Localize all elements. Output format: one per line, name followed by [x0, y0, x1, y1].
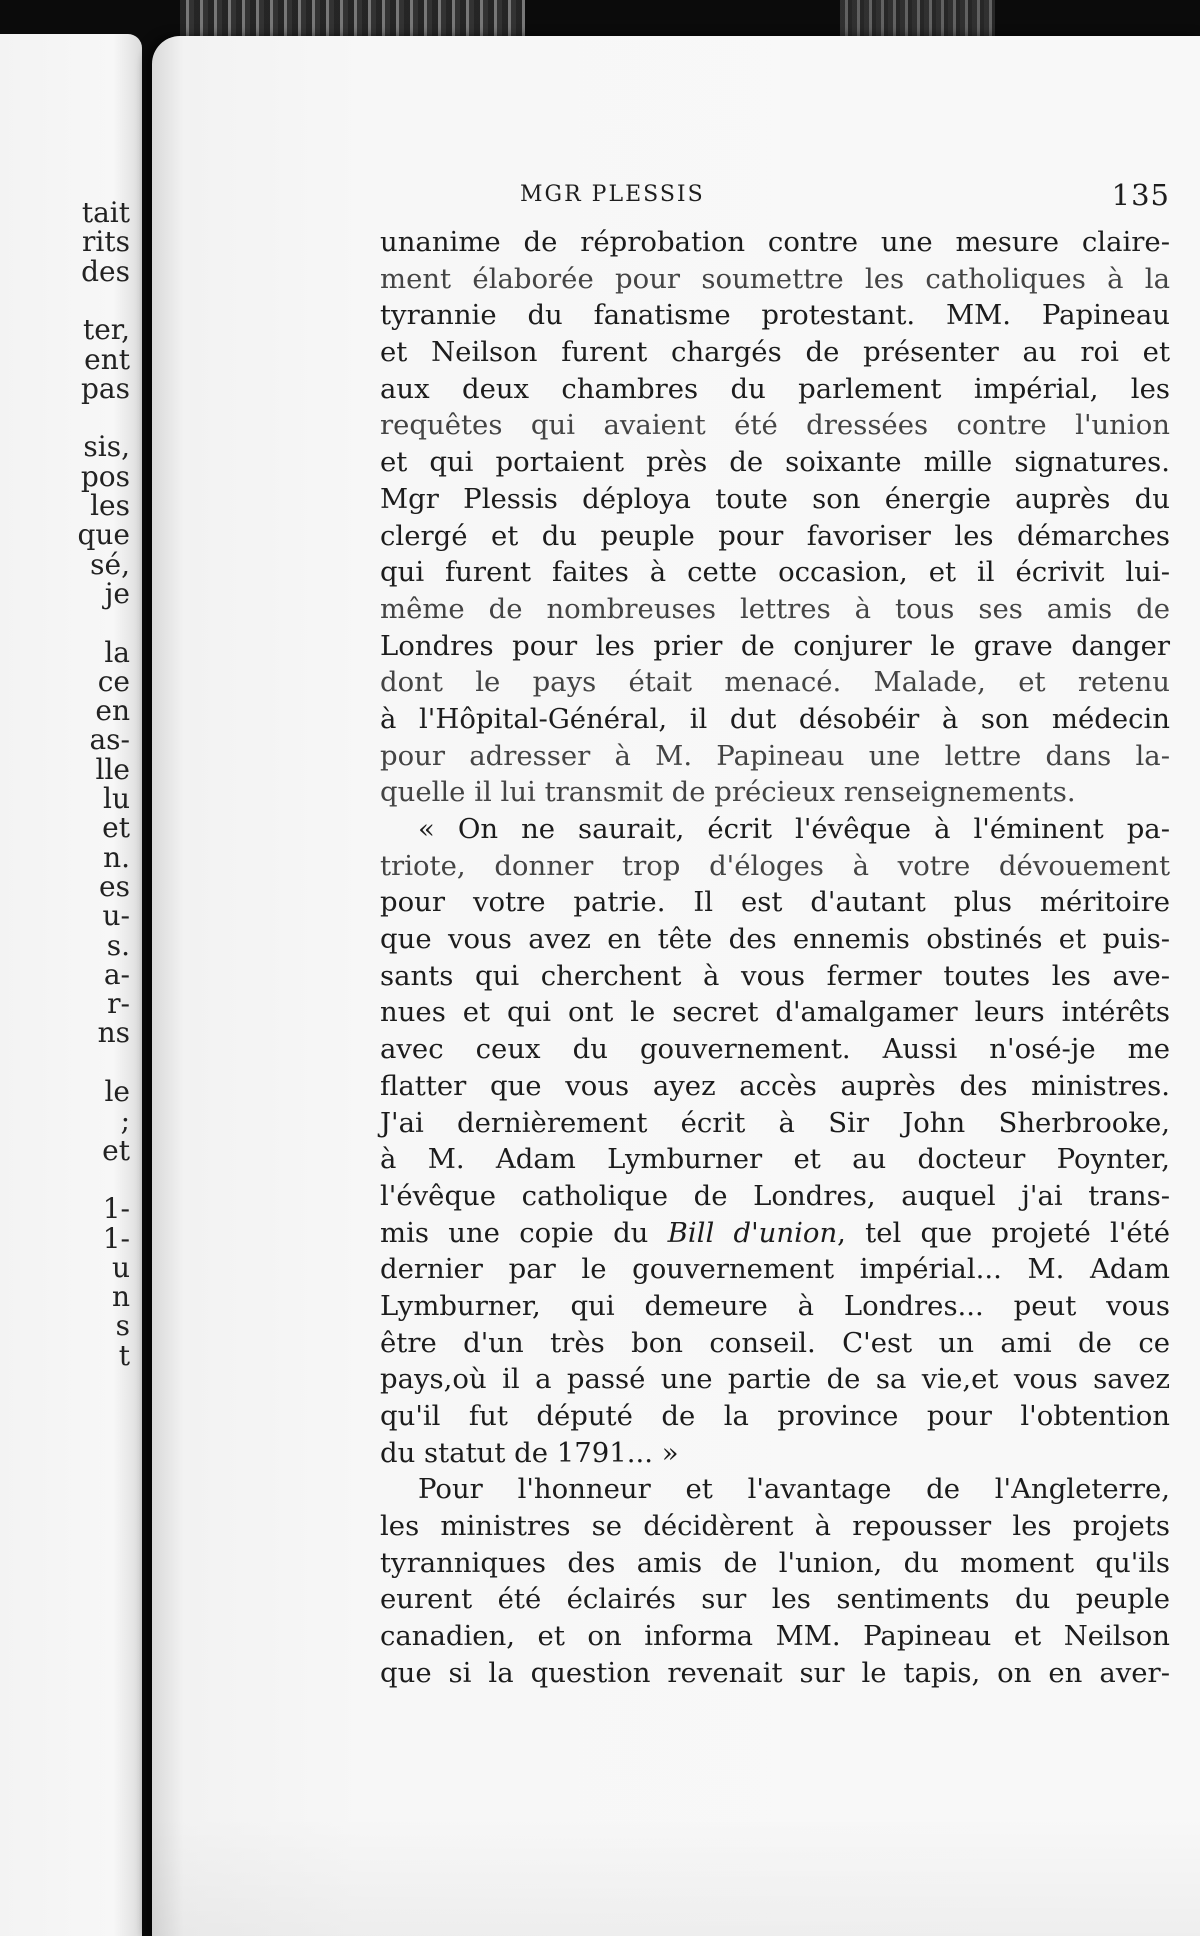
text-line: l'évêque catholique de Londres, auquel j'ai trans- [380, 1179, 1170, 1212]
text-line: J'ai dernièrement écrit à Sir John Sherbrooke, [380, 1106, 1170, 1139]
paragraph-3 [380, 1471, 1170, 1691]
left-page-fragment: u [111, 1250, 130, 1284]
left-page-fragment: et [102, 1133, 130, 1167]
left-page-fragment: la [104, 635, 130, 669]
book-page [152, 36, 1200, 1936]
binding-edge-right [840, 0, 995, 36]
text-line: Pour l'honneur et l'avantage de l'Angleterre, [418, 1473, 1170, 1506]
left-page-fragment: n. [103, 840, 130, 874]
text-line: nues et qui ont le secret d'amalgamer leurs intérêts [380, 996, 1170, 1029]
left-page-fragment: r- [107, 987, 130, 1021]
text-line: même de nombreuses lettres à tous ses amis de [380, 592, 1170, 625]
text-line: dont le pays était menacé. Malade, et retenu [380, 666, 1170, 699]
text-line: canadien, et on informa MM. Papineau et Neilson [380, 1620, 1170, 1653]
left-page-fragment: ce [97, 664, 130, 698]
left-page-fragment: des [81, 254, 130, 288]
text-segment: mis une copie du [380, 1216, 668, 1249]
text-line: tyrannie du fanatisme protestant. MM. Papineau [380, 299, 1170, 332]
text-line: « On ne saurait, écrit l'évêque à l'éminent pa- [418, 813, 1170, 845]
left-page-fragment: 1- [102, 1192, 130, 1226]
left-page-fragment: s [115, 1309, 130, 1343]
left-page-fragment: pos [80, 459, 130, 493]
text-line: Lymburner, qui demeure à Londres... peut vous [380, 1289, 1170, 1322]
left-page-fragment: pas [81, 371, 130, 405]
left-page-fragment: lu [103, 782, 130, 815]
text-line: sants qui cherchent à vous fermer toutes les ave- [380, 959, 1170, 992]
binding-edge [180, 0, 525, 36]
left-page-fragment: n [111, 1280, 130, 1314]
left-facing-page [0, 34, 142, 1936]
running-head [520, 178, 1170, 218]
text-line: Mgr Plessis déploya toute son énergie auprès du [380, 482, 1170, 515]
left-page-fragment: a- [103, 957, 130, 991]
left-page-fragment: 1- [102, 1221, 130, 1255]
text-line: que vous avez en tête des ennemis obstinés et puis- [380, 923, 1170, 956]
text-line: quelle il lui transmit de précieux renseignements. [380, 776, 1076, 809]
text-line: avec ceux du gouvernement. Aussi n'osé-je me [380, 1033, 1170, 1066]
text-line: à l'Hôpital-Général, il dut désobéir à son médecin [380, 702, 1170, 735]
italic-title: Bill d'union [667, 1216, 838, 1249]
left-page-fragment: ent [84, 342, 130, 376]
left-page-fragment: u- [102, 899, 130, 933]
left-page-fragment: que [77, 518, 130, 552]
running-title: MGR PLESSIS [520, 182, 705, 207]
left-page-fragment: ; [120, 1104, 130, 1138]
text-segment: , tel que projeté l'été [837, 1216, 1171, 1249]
text-line: les ministres se décidèrent à repousser les projets [380, 1510, 1170, 1543]
text-line: pays,où il a passé une partie de sa vie,et vous savez [380, 1363, 1170, 1396]
text-line: du statut de 1791... » [380, 1436, 679, 1469]
text-line: dernier par le gouvernement impérial... M. Adam [380, 1253, 1170, 1286]
text-line: Londres pour les prier de conjurer le grave danger [380, 629, 1170, 662]
text-line: et qui portaient près de soixante mille signatures. [380, 446, 1170, 479]
text-line: flatter que vous ayez accès auprès des ministres. [380, 1069, 1170, 1102]
text-line: unanime de réprobation contre une mesure claire- [380, 226, 1170, 258]
page-shading [152, 1816, 1200, 1936]
left-page-fragment: t [118, 1338, 130, 1372]
text-line: que si la question revenait sur le tapis, on en aver- [380, 1656, 1170, 1689]
left-page-fragment: lle [95, 752, 130, 786]
left-page-fragment: sis, [83, 430, 130, 464]
paragraph-1 [380, 224, 1170, 811]
left-page-fragment: je [104, 576, 130, 610]
text-line: clergé et du peuple pour favoriser les démarches [380, 519, 1170, 552]
text-line: qui furent faites à cette occasion, et il écrivit lui- [380, 556, 1170, 589]
text-line: requêtes qui avaient été dressées contre l'union [380, 409, 1170, 442]
left-page-fragment: les [90, 489, 130, 522]
text-line-with-title [380, 1215, 1170, 1252]
left-page-fragment: le [104, 1075, 130, 1108]
left-page-fragment: ter, [82, 313, 130, 347]
text-line: tyranniques des amis de l'union, du moment qu'ils [380, 1546, 1170, 1579]
text-line: être d'un très bon conseil. C'est un ami de ce [380, 1326, 1170, 1359]
page-number: 135 [1111, 178, 1170, 212]
left-page-fragment: rits [82, 225, 130, 259]
left-page-fragment: en [95, 694, 130, 728]
left-page-fragment: tait [81, 196, 130, 229]
text-line: ment élaborée pour soumettre les catholiques à la [380, 262, 1170, 295]
text-line: triote, donner trop d'éloges à votre dévouement [380, 849, 1170, 882]
left-page-fragment: as- [89, 723, 130, 757]
left-page-fragment: es [99, 869, 130, 903]
text-line: et Neilson furent chargés de présenter au roi et [380, 336, 1170, 369]
text-line: aux deux chambres du parlement impérial, les [380, 372, 1170, 405]
body-text [380, 224, 1170, 1692]
left-page-fragment: et [102, 811, 130, 845]
text-line: à M. Adam Lymburner et au docteur Poynter, [380, 1143, 1170, 1176]
paragraph-2 [380, 811, 1170, 1471]
text-line: pour votre patrie. Il est d'autant plus méritoire [380, 886, 1170, 919]
left-page-fragment: ns [97, 1016, 130, 1050]
text-line: qu'il fut député de la province pour l'obtention [380, 1400, 1170, 1432]
text-line: pour adresser à M. Papineau une lettre dans la- [380, 739, 1170, 772]
left-page-fragment: s. [106, 928, 130, 962]
text-line: eurent été éclairés sur les sentiments du peuple [380, 1583, 1170, 1616]
left-page-fragment: sé, [90, 547, 130, 581]
